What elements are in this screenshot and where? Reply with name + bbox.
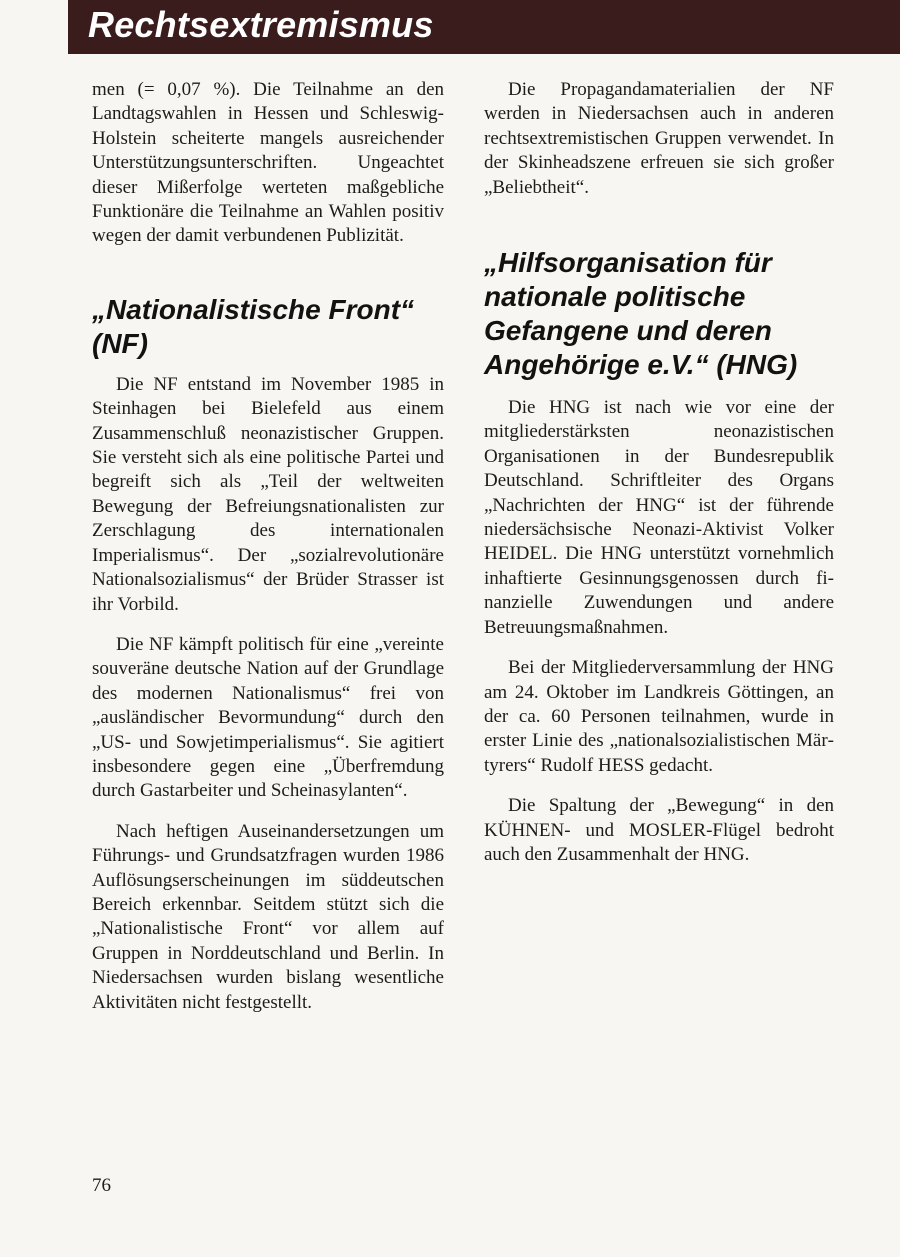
right-column [484, 78, 834, 883]
intro-paragraph: Die Propagandamaterialien der NF werden in Niedersachsen auch in anderen rechtsextremistischen Gruppen verwendet. In der Skinheadszene erfreuen sie sich großer „Beliebtheit“. [484, 79, 834, 198]
left-column [92, 78, 444, 1031]
section-heading-hng: „Hilfsorganisation für nationale politische Gefangene und deren Angehörige e.V.“ (HNG) [484, 247, 798, 381]
paragraph: Die HNG ist nach wie vor eine der mitgliederstärksten neonazistischen Organisationen in der Bundesrepublik Deutschland. Schriftleiter des Organs „Nachrichten der HNG“ ist der führende niedersächsische Neonazi-Aktivist Volker HEIDEL. Die HNG unterstützt vornehmlich inhaftierte Gesinnungsgenossen durch finanzielle Zuwendungen und andere Betreuungsmaßnahmen. [484, 397, 834, 638]
paragraph: Die NF entstand im November 1985 in Steinhagen bei Bielefeld aus einem Zusammenschluß neonazistischer Gruppen. Sie versteht sich als eine politische Partei und begreift sich als „Teil der weltweiten Bewegung der Befreiungsnationalisten zur Zerschlagung des internationalen Imperialismus“. Der „sozialrevolutionäre Nationalsozialismus“ der Brüder Strasser ist ihr Vorbild. [92, 373, 444, 615]
page-title: Rechtsextremismus [88, 4, 434, 45]
page-number: 76 [92, 1175, 111, 1196]
paragraph: Die NF kämpft politisch für eine „vereinte souveräne deutsche Nation auf der Grundlage des modernen Nationalismus“ frei von „ausländischer Bevormundung“ durch den „US- und Sowjetimperialismus“. Sie agitiert insbesondere gegen eine „Überfremdung durch Gastarbeiter und Scheinasylanten“. [92, 633, 444, 802]
intro-paragraph: men (= 0,07 %). Die Teilnahme an den Landtagswahlen in Hessen und Schleswig-Holstein scheiterte mangels ausreichender Unterstützungsunterschriften. Ungeachtet dieser Mißerfolge werteten maßgebliche Funktionäre die Teilnahme an Wahlen positiv wegen der damit verbundenen Publizität. [92, 79, 444, 247]
paragraph: Die Spaltung der „Bewegung“ in den KÜHNEN- und MOSLER-Flügel bedroht auch den Zusammenhalt der HNG. [484, 795, 834, 865]
section-heading-nf: „Nationalistische Front“ (NF) [92, 293, 415, 359]
paragraph: Bei der Mitgliederversammlung der HNG am 24. Oktober im Landkreis Göttingen, an der ca. 60 Personen teilnahmen, wurde in erster Linie des „nationalsozialistischen Märtyrers“ Rudolf HESS gedacht. [484, 657, 834, 776]
paragraph: Nach heftigen Auseinandersetzungen um Führungs- und Grundsatzfragen wurden 1986 Auflösungserscheinungen im süddeutschen Bereich erkennbar. Seitdem stützt sich die „Nationalistische Front“ vor allem auf Gruppen in Norddeutschland und Berlin. In Niedersachsen wurden bislang wesentliche Aktivitäten nicht festgestellt. [92, 820, 444, 1013]
